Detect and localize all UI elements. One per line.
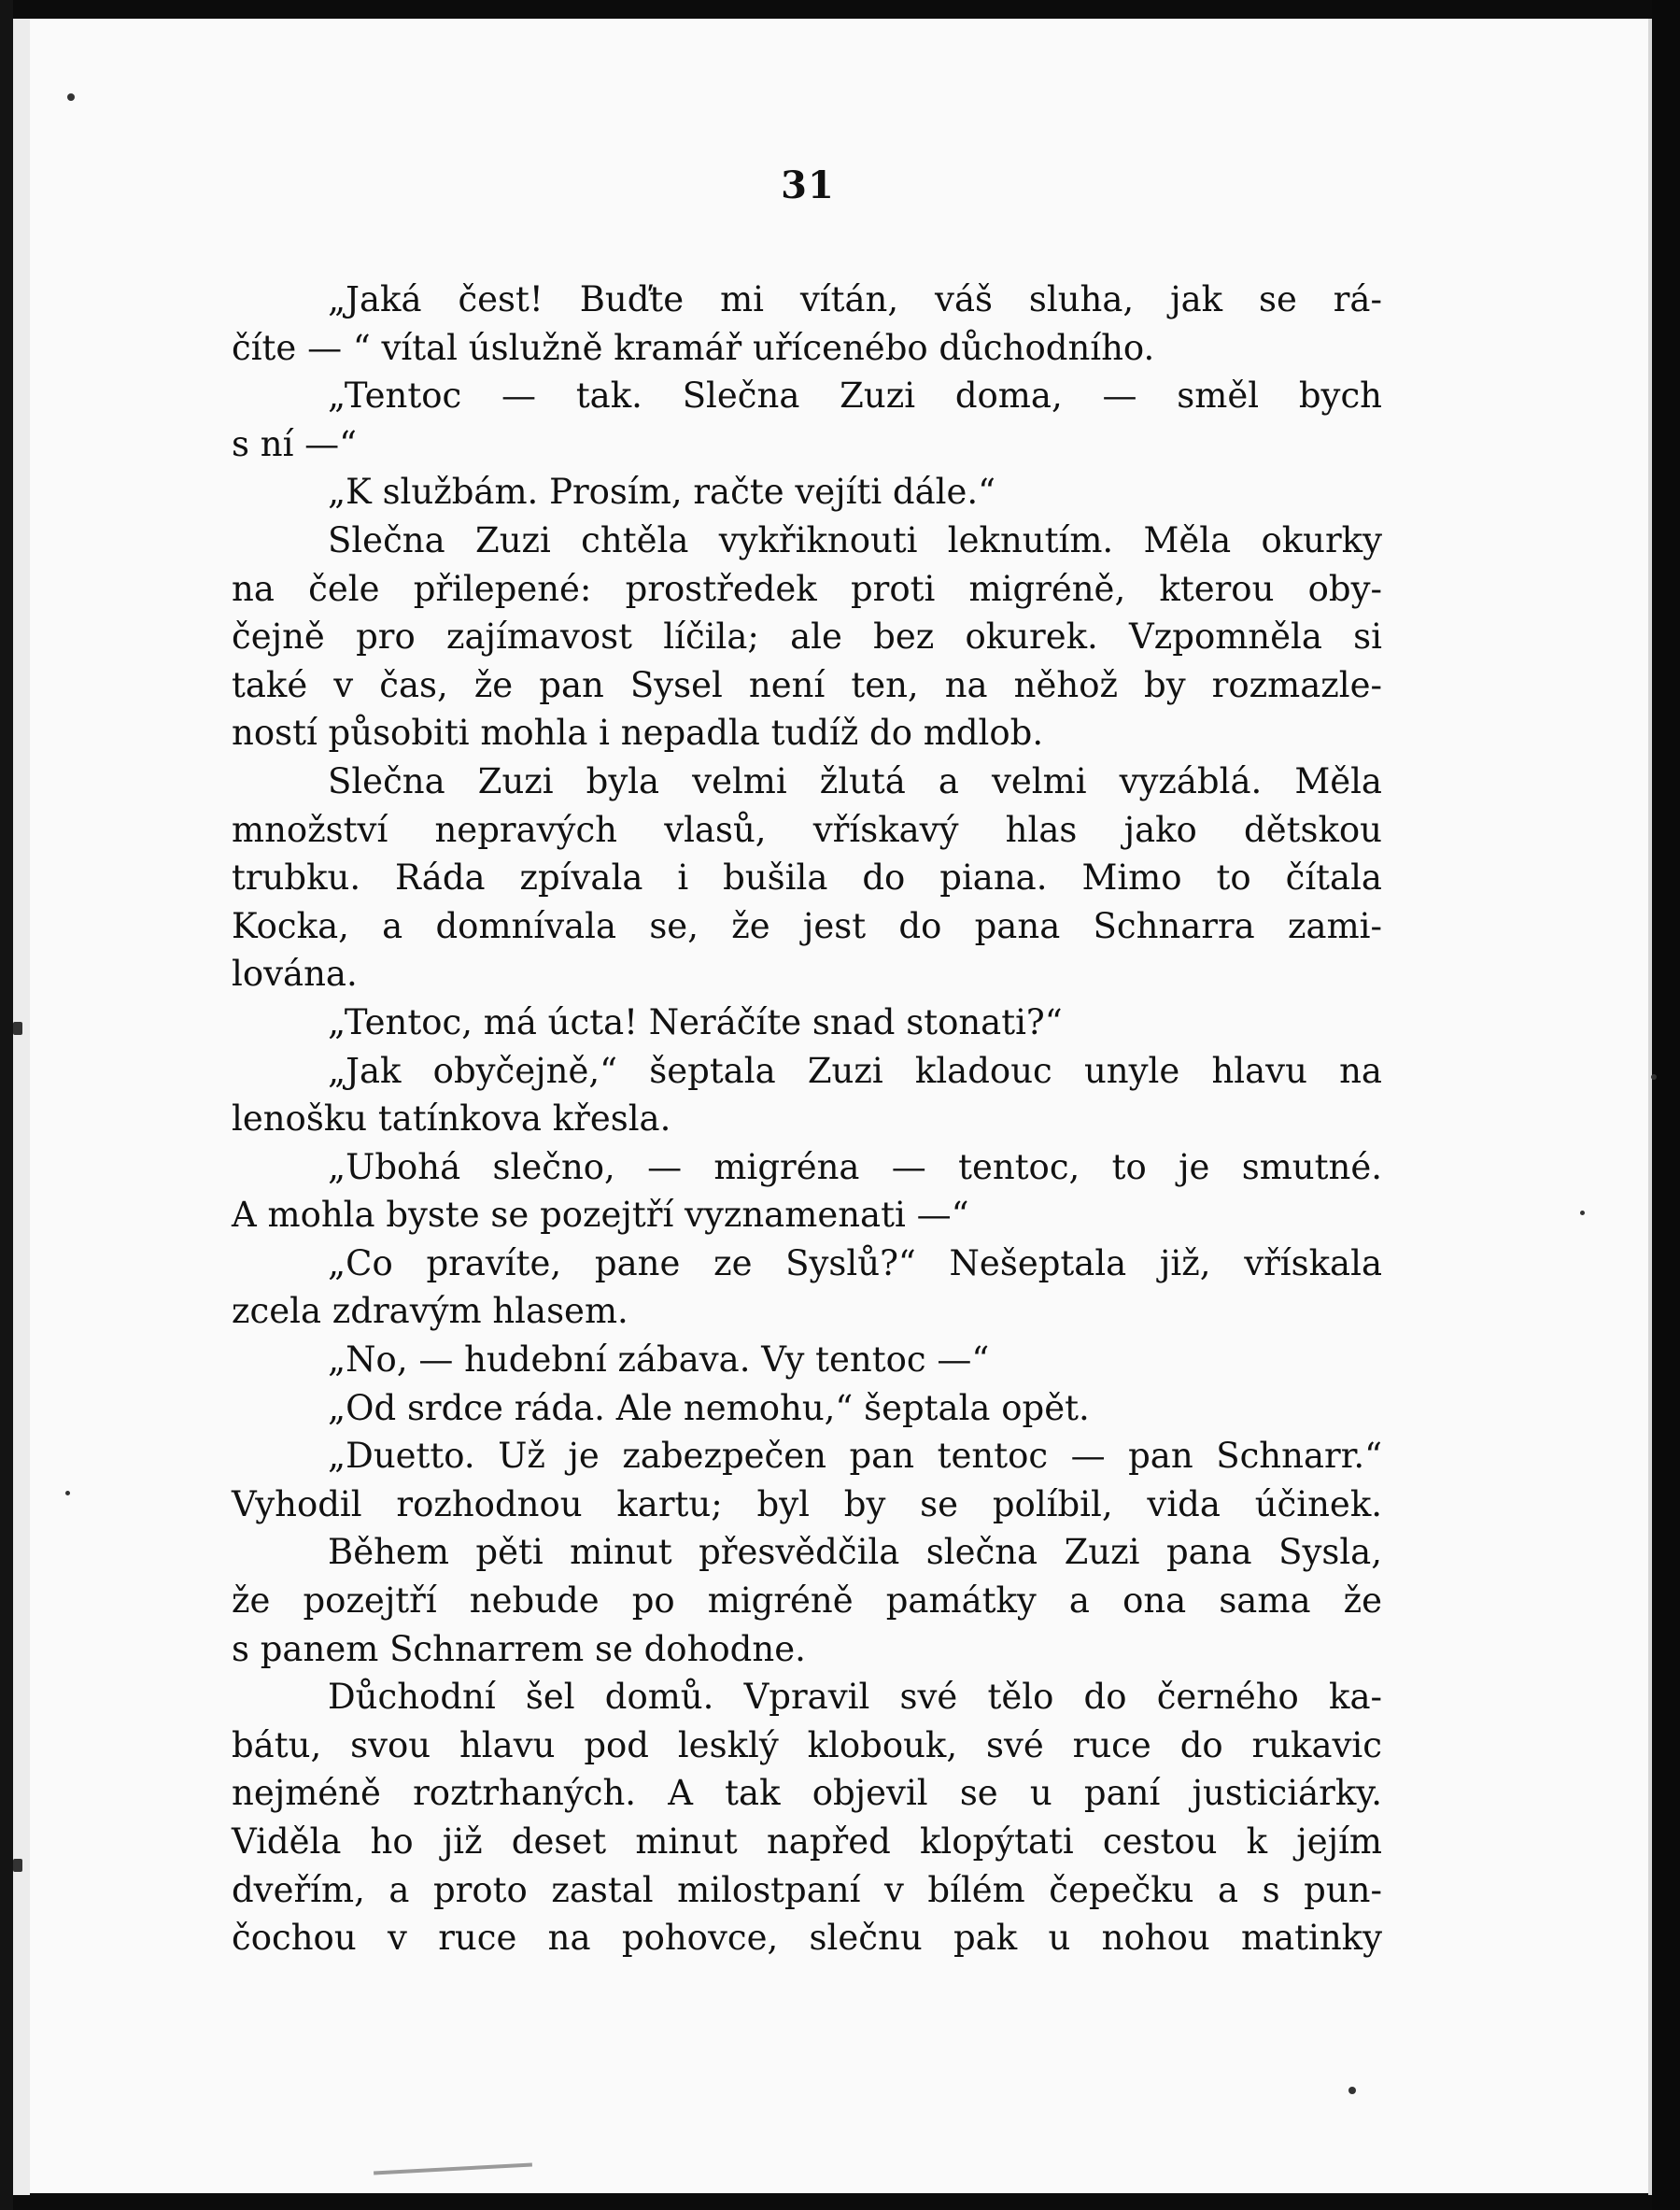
dust-speck: [67, 93, 75, 101]
text-line: Slečna Zuzi chtěla vykřiknouti leknutím. Měla okurky: [328, 519, 1382, 560]
text-line: „Tentoc — tak. Slečna Zuzi doma, — směl bych: [328, 375, 1382, 417]
text-line: „Tentoc, má úcta! Neráčíte snad stonati?“: [328, 1001, 1063, 1042]
scan-border-left: [0, 0, 13, 2210]
text-line: na čele přilepené: prostředek proti migréně, kterou oby-: [232, 568, 1382, 609]
text-line: čejně pro zajímavost líčila; ale bez okurek. Vzpomněla si: [232, 616, 1382, 658]
scan-border-bottom: [0, 2193, 1680, 2210]
dust-speck: [1651, 1074, 1657, 1080]
text-line: Vyhodil rozhodnou kartu; byl by se políbil, vida účinek.: [232, 1483, 1382, 1524]
text-line: množství nepravých vlasů, vřískavý hlas jako dětskou: [232, 809, 1382, 850]
text-line: Viděla ho již deset minut napřed klopýtati cestou k jejím: [232, 1821, 1382, 1862]
text-line: číte — “ vítal úslužně kramář uřícenébo důchodního.: [232, 327, 1155, 368]
page-number: 31: [781, 163, 835, 207]
dust-speck: [65, 1491, 70, 1495]
text-line: „Ubohá slečno, — migréna — tentoc, to je smutné.: [328, 1146, 1382, 1187]
text-line: „Co pravíte, pane ze Syslů?“ Nešeptala již, vřískala: [328, 1242, 1382, 1283]
text-line: s ní —“: [232, 423, 358, 464]
dust-speck: [1348, 2087, 1356, 2094]
text-line: lenošku tatínkova křesla.: [232, 1098, 671, 1140]
text-line: Během pěti minut přesvědčila slečna Zuzi pana Sysla,: [328, 1532, 1382, 1573]
text-line: také v čas, že pan Sysel není ten, na něhož by rozmazle-: [232, 664, 1382, 705]
text-line: bátu, svou hlavu pod lesklý klobouk, své ruce do rukavic: [232, 1724, 1382, 1765]
text-line: nejméně roztrhaných. A tak objevil se u paní justiciárky.: [232, 1773, 1382, 1814]
text-line: „Jak obyčejně,“ šeptala Zuzi kladouc unyle hlavu na: [328, 1050, 1382, 1091]
dust-speck: [13, 1022, 22, 1035]
text-line: s panem Schnarrem se dohodne.: [232, 1628, 806, 1669]
scan-border-top: [0, 0, 1680, 19]
text-line: ností působiti mohla i nepadla tudíž do mdlob.: [232, 713, 1044, 754]
text-line: Kocka, a domnívala se, že jest do pana Schnarra zami-: [232, 905, 1382, 946]
scan-smudge: [374, 2163, 532, 2175]
text-line: „Duetto. Už je zabezpečen pan tentoc — pan Schnarr.“: [328, 1436, 1382, 1477]
text-line: dveřím, a proto zastal milostpaní v bílém čepečku a s pun-: [232, 1869, 1382, 1910]
text-line: Důchodní šel domů. Vpravil své tělo do černého ka-: [328, 1677, 1382, 1718]
dust-speck: [1580, 1211, 1585, 1215]
text-line: „K službám. Prosím, račte vejíti dále.“: [328, 472, 996, 513]
text-line: A mohla byste se pozejtří vyznamenati —“: [232, 1195, 969, 1236]
scan-border-right: [1652, 0, 1680, 2210]
text-line: čochou v ruce na pohovce, slečnu pak u nohou matinky: [232, 1918, 1382, 1959]
body-text: [232, 276, 1382, 1962]
text-line: „Od srdce ráda. Ale nemohu,“ šeptala opět.: [328, 1387, 1090, 1428]
text-line: „Jaká čest! Buďte mi vítán, váš sluha, jak se rá-: [328, 279, 1382, 319]
text-line: Slečna Zuzi byla velmi žlutá a velmi vyzáblá. Měla: [328, 760, 1382, 801]
text-line: trubku. Ráda zpívala i bušila do piana. Mimo to čítala: [232, 857, 1382, 899]
text-line: zcela zdravým hlasem.: [232, 1291, 628, 1332]
dust-speck: [13, 1859, 22, 1872]
text-line: lována.: [232, 954, 358, 995]
text-line: že pozejtří nebude po migréně památky a ona sama že: [232, 1580, 1382, 1622]
text-line: „No, — hudební zábava. Vy tentoc —“: [328, 1339, 990, 1381]
